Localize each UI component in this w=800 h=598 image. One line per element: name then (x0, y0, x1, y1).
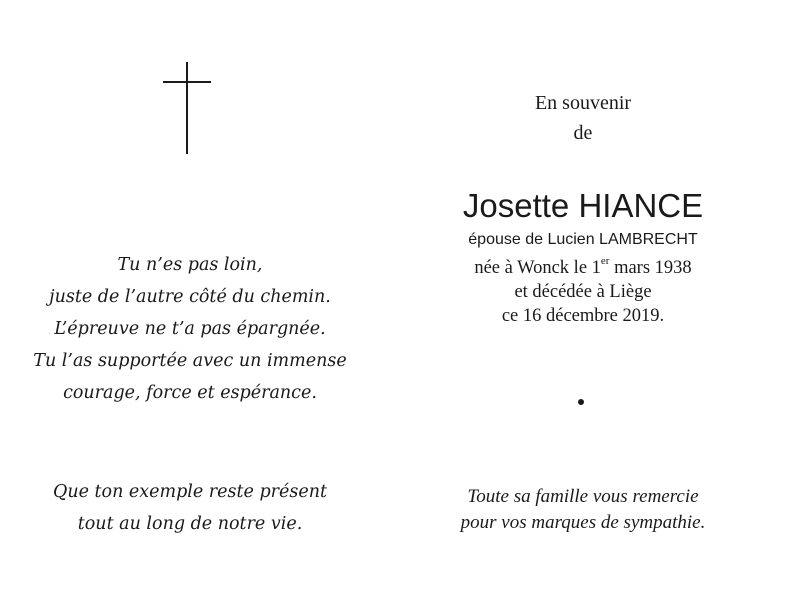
birth-suffix: mars 1938 (609, 258, 692, 278)
cross-icon (163, 62, 211, 154)
death-line: et décédée à Liège (514, 282, 652, 302)
deceased-name: Josette HIANCE (462, 187, 704, 224)
birth-line (400, 256, 766, 280)
poem-line: L’épreuve ne t’a pas épargnée. (54, 319, 326, 339)
thanks-line: pour vos marques de sympathie. (460, 512, 706, 533)
death-date-line: ce 16 décembre 2019. (501, 306, 665, 326)
bullet-dot-icon (578, 399, 584, 405)
poem-line: Tu l’as supportée avec un immense (33, 351, 347, 371)
thanks-message (400, 484, 766, 536)
poem-line: Que ton exemple reste présent (52, 482, 328, 502)
poem-stanza-2 (0, 476, 380, 540)
spouse-line: épouse de Lucien LAMBRECHT (468, 231, 698, 248)
poem-line: juste de l’autre côté du chemin. (49, 287, 331, 307)
poem-line: tout au long de notre vie. (77, 514, 303, 534)
intro-line: de (573, 122, 593, 144)
poem-line: Tu n’es pas loin, (117, 255, 263, 275)
memorial-intro (400, 88, 766, 148)
birth-prefix: née à Wonck le 1 (474, 258, 601, 278)
thanks-line: Toute sa famille vous remercie (467, 486, 699, 507)
poem-stanza-1 (0, 249, 380, 409)
life-dates (400, 256, 766, 328)
birth-ordinal: er (600, 254, 610, 267)
intro-line: En souvenir (534, 92, 632, 114)
poem-line: courage, force et espérance. (63, 383, 317, 403)
